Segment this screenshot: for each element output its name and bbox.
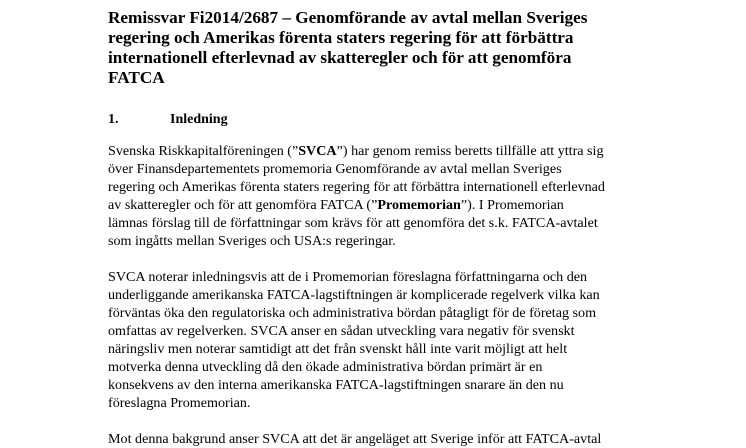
text-run: av skatteregler och för att genomföra FATCA (” [108, 197, 378, 213]
paragraph-line: över Finansdepartementets promemoria Genomförande av avtal mellan Sveriges [108, 161, 562, 177]
title-line: Remissvar Fi2014/2687 – Genomförande av avtal mellan Sveriges [108, 8, 588, 27]
paragraph-line: förväntas öka den regulatoriska och administrativa bördan påtagligt för de företag som [108, 305, 597, 321]
document-page [108, 8, 668, 448]
title-line: internationell efterlevnad av skatteregler och för att genomföra [108, 48, 572, 67]
paragraph-line: SVCA noterar inledningsvis att de i Promemorian föreslagna författningarna och den [108, 269, 588, 285]
document-title [108, 8, 668, 88]
paragraph-intro [108, 142, 668, 250]
paragraph-line: regering och Amerikas förenta staters regering för att förbättra internationell efterlevnad [108, 179, 605, 195]
section-number: 1. [108, 112, 119, 127]
section-heading [108, 111, 668, 128]
paragraph-line [108, 196, 668, 214]
paragraph-line: konsekvens av den interna amerikanska FATCA-lagstiftningen snarare än den nu [108, 377, 564, 393]
paragraph-line: omfattas av regelverken. SVCA anser en sådan utveckling vara negativ för svenskt [108, 323, 575, 339]
paragraph-cutoff [108, 430, 668, 448]
paragraph-line [108, 142, 668, 160]
defined-term-svca: SVCA [298, 143, 337, 159]
text-run: ”) har genom remiss beretts tillfälle att yttra sig [336, 143, 604, 159]
paragraph-line: näringsliv men noterar samtidigt att det från svenskt håll inte varit möjligt att helt [108, 341, 568, 357]
paragraph-line: som ingåtts mellan Sveriges och USA:s regeringar. [108, 233, 396, 249]
paragraph-line: lämnas förslag till de författningar som krävs för att genomföra det s.k. FATCA-avtalet [108, 215, 598, 231]
paragraph-line: underliggande amerikanska FATCA-lagstiftningen är komplicerade regelverk vilka kan [108, 287, 600, 303]
section-title: Inledning [170, 112, 228, 127]
text-run: ”). I Promemorian [460, 197, 564, 213]
paragraph-line: Mot denna bakgrund anser SVCA att det är angeläget att Sverige inför att FATCA-avtal [108, 431, 602, 447]
defined-term-promemorian: Promemorian [377, 197, 461, 213]
paragraph-line: föreslagna Promemorian. [108, 395, 251, 411]
title-line: FATCA [108, 68, 165, 87]
title-line: regering och Amerikas förenta staters regering för att förbättra [108, 28, 574, 47]
paragraph-line: motverka denna utveckling då den ökade administrativa bördan primärt är en [108, 359, 543, 375]
paragraph-svca-notes [108, 268, 668, 412]
text-run: Svenska Riskkapitalföreningen (” [108, 143, 299, 159]
